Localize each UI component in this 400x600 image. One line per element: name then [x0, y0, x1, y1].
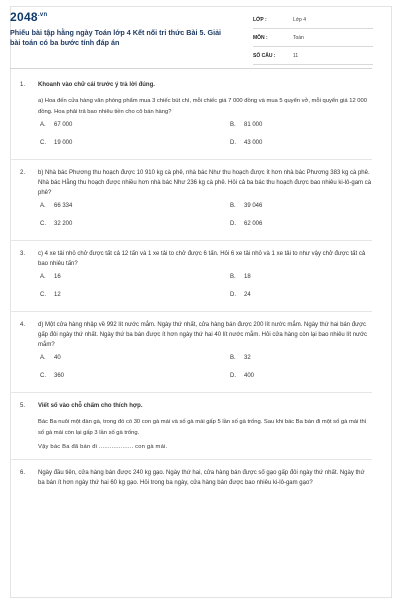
option-b[interactable]: B. 39 046: [230, 203, 263, 209]
question-text: Ngày đầu tiên, cửa hàng bán được 240 kg gạo. Ngày thứ hai, cửa hàng bán được số gạo gấp đôi ngày thứ nhất. Ngày thứ ba bán ít hơn ngày thứ hai 60 kg gạo. Hỏi trong ba ngày, cửa hàng bán được bao nhiêu ki-lô-gam gạo?: [38, 469, 365, 486]
logo-suffix: .vn: [37, 12, 48, 18]
meta-value: Lớp 4: [293, 17, 307, 23]
question-separator: [10, 392, 372, 393]
option-d[interactable]: D. 62 006: [230, 221, 263, 227]
question-6: [20, 468, 372, 488]
logo-text: 2048: [10, 10, 38, 24]
option-b[interactable]: B. 18: [230, 274, 251, 280]
option-c[interactable]: C. 360: [40, 373, 65, 379]
option-d[interactable]: D. 400: [230, 373, 255, 379]
question-number: 6.: [20, 469, 26, 476]
option-b[interactable]: B. 32: [230, 355, 251, 361]
option-a[interactable]: A. 66 334: [40, 203, 73, 209]
questions-list: [20, 80, 372, 488]
question-separator: [10, 311, 372, 312]
meta-value: 11: [293, 53, 299, 59]
question-3: [20, 249, 372, 305]
question-2: [20, 168, 372, 234]
question-number: 5.: [20, 403, 26, 409]
worksheet-title: Phiếu bài tập hằng ngày Toán lớp 4 Kết nối tri thức Bài 5. Giải bài toán có ba bước tính đáp án: [10, 28, 222, 47]
header-divider: [10, 68, 372, 69]
meta-row-count: [253, 50, 373, 65]
option-c[interactable]: C. 12: [40, 292, 61, 298]
answer-options: [38, 135, 372, 153]
option-d[interactable]: D. 43 000: [230, 140, 263, 146]
site-logo[interactable]: [10, 10, 47, 24]
meta-row-class: [253, 14, 373, 29]
answer-options: [38, 216, 372, 234]
fill-in-blank[interactable]: Vậy bác Ba đã bán đi ................... con gà mái.: [38, 444, 168, 450]
question-5: [20, 401, 372, 453]
meta-key: LỚP :: [253, 17, 267, 23]
meta-key: SỐ CÂU :: [253, 53, 276, 59]
question-1: [20, 80, 372, 153]
question-text: Bác Ba nuôi một đàn gà, trong đó có 30 con gà mái và số gà mái gấp 5 lần số gà trống. Sau khi bác Ba bán đi một số gà mái thì số gà mái còn lại gấp 3 lần số gà trống.: [38, 419, 367, 436]
answer-options: [38, 117, 372, 135]
answer-options: [38, 198, 372, 216]
question-4: [20, 320, 372, 386]
question-text: d) Một cửa hàng nhập về 992 lít nước mắm. Ngày thứ nhất, cửa hàng bán được 200 lít nước mắm. Ngày thứ hai bán được gấp đôi ngày thứ nhất. Ngày thứ ba bán được ít hơn ngày thứ hai 40 lít nước mắm. Hỏi cửa hàng còn lại bao nhiêu lít nước mắm?: [38, 322, 368, 348]
question-separator: [10, 459, 372, 460]
answer-options: [38, 287, 372, 305]
answer-options: [38, 368, 372, 386]
question-text: a) Hoa đến cửa hàng văn phòng phẩm mua 3 chiếc bút chì, mỗi chiếc giá 7 000 đồng và mua 5 quyển vở, mỗi quyển giá 12 000 đồng. Hoa phải trả bao nhiêu tiền cho cô bán hàng?: [38, 98, 367, 115]
option-b[interactable]: B. 81 000: [230, 122, 263, 128]
question-instruction: Viết số vào chỗ chấm cho thích hợp.: [38, 403, 143, 409]
answer-options: [38, 269, 372, 287]
option-a[interactable]: A. 67 000: [40, 122, 73, 128]
question-text: c) 4 xe tải nhỏ chở được tất cả 12 tấn và 1 xe tải to chở được 6 tấn. Hỏi 6 xe tải nhỏ và 1 xe tải to như vậy chở được tất cả bao nhiêu tấn?: [38, 251, 366, 267]
option-a[interactable]: A. 40: [40, 355, 61, 361]
question-separator: [10, 240, 372, 241]
answer-options: [38, 350, 372, 368]
meta-key: MÔN :: [253, 35, 268, 41]
meta-value: Toán: [293, 35, 304, 41]
question-separator: [10, 159, 372, 160]
option-a[interactable]: A. 16: [40, 274, 61, 280]
meta-row-subject: [253, 32, 373, 47]
question-number: 2.: [20, 170, 26, 176]
option-c[interactable]: C. 32 200: [40, 221, 73, 227]
worksheet-meta: [253, 14, 373, 68]
question-number: 1.: [20, 82, 26, 88]
question-number: 3.: [20, 251, 26, 257]
option-c[interactable]: C. 19 000: [40, 140, 73, 146]
question-number: 4.: [20, 322, 26, 328]
question-instruction: Khoanh vào chữ cái trước ý trả lời đúng.: [38, 82, 155, 88]
worksheet-header: [10, 8, 375, 66]
question-text: b) Nhà bác Phương thu hoạch được 10 910 kg cà phê, nhà bác Như thu hoạch được ít hơn nhà bác Phương 383 kg cà phê. Nhà bác Hằng thu hoạch được nhiều hơn nhà bác Như 236 kg cà phê. Hỏi cả ba bác thu hoạch được bao nhiêu ki-lô-gam cà phê?: [38, 170, 372, 196]
option-d[interactable]: D. 24: [230, 292, 251, 298]
